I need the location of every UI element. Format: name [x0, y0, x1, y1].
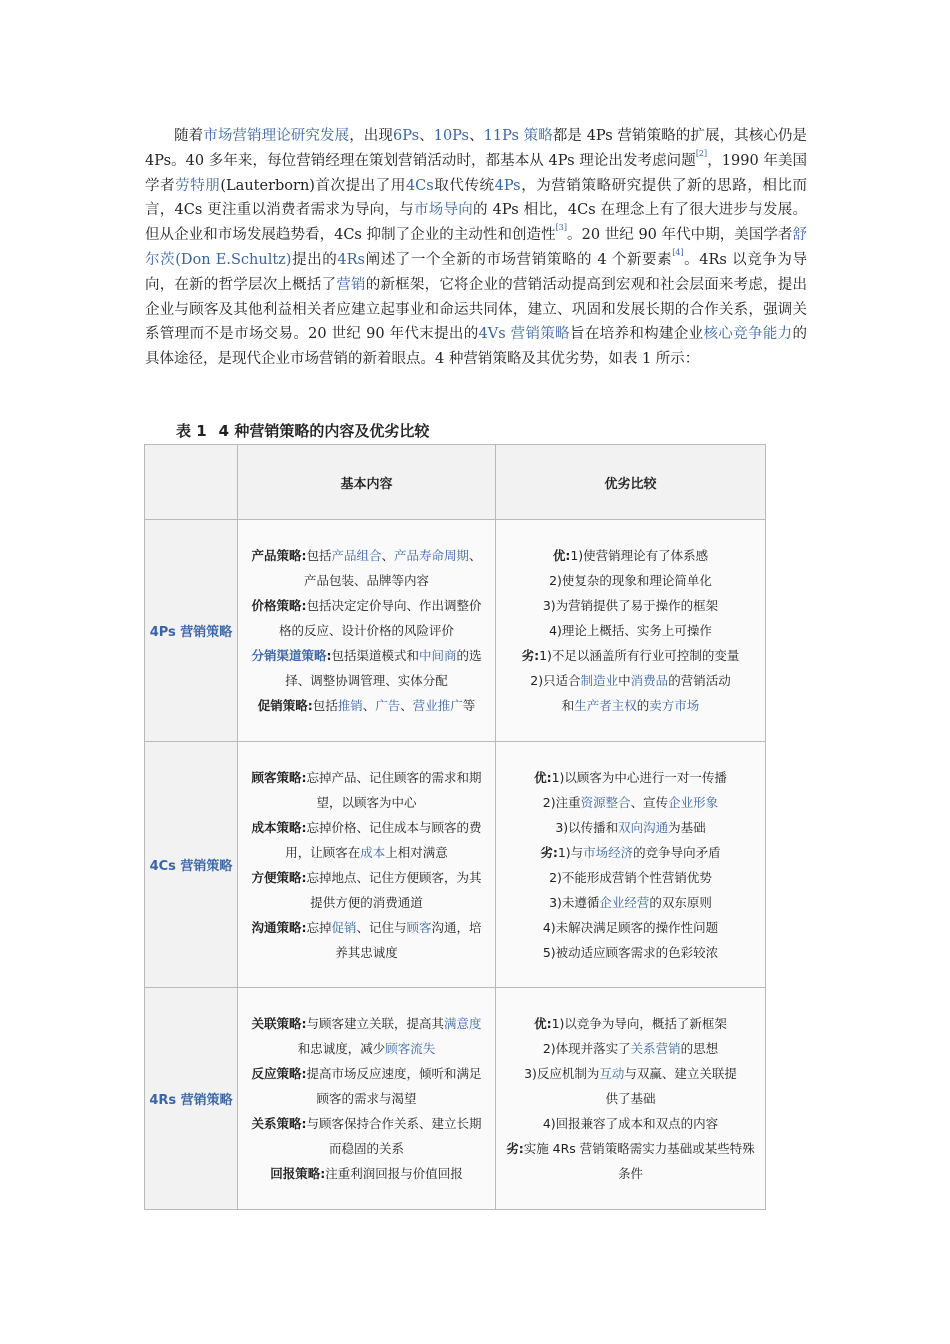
strategy-key: 方便策略:: [251, 869, 307, 885]
link-advertising[interactable]: 广告: [375, 698, 401, 713]
text: 包括决定定价导向、作出调整价: [306, 598, 482, 613]
text: 1)以顾客为中心进行一对一传播: [551, 769, 727, 785]
reference-3[interactable]: [3]: [555, 223, 567, 233]
text: 和: [561, 698, 575, 713]
compare-line: 2)不能形成营销个性营销优势: [549, 869, 712, 885]
text: 包括: [312, 698, 338, 713]
link-4cs[interactable]: 4Cs: [405, 177, 434, 194]
row-title-4cs[interactable]: [145, 742, 238, 988]
link-marketing[interactable]: 营销: [336, 276, 366, 293]
row-content-cell: [238, 742, 496, 988]
content-line: [242, 593, 491, 618]
text: 的新框架，它将企业的营销活动提高到宏观和社会层面来考虑，提出企业与顾客及其他利益相关者应建立起事业和命运共同体，建立、巩固和发展长期的合作关系，强调关系管理而不是市场交易。20 世纪 90 年代末提出的: [145, 276, 808, 343]
compare-line: [500, 668, 761, 693]
text: 等: [462, 698, 476, 713]
strategy-key: 沟通策略:: [251, 919, 307, 935]
text: 的营销活动: [668, 673, 731, 688]
link-product-lifecycle[interactable]: 产品寿命周期: [394, 548, 470, 563]
header-corner: [145, 445, 238, 520]
table-row: [145, 742, 766, 988]
compare-line: [500, 815, 761, 840]
pros-key: 优:: [534, 1016, 552, 1031]
reference-2[interactable]: [2]: [695, 148, 708, 158]
pros-key: 优:: [534, 769, 552, 785]
text: 的思想: [680, 1041, 719, 1056]
table-header-row: [145, 445, 766, 520]
text: 忘掉产品、记住顾客的需求和期: [306, 769, 482, 785]
text: 沟通，培: [431, 919, 482, 935]
caption-title: 4 种营销策略的内容及优劣比较: [218, 422, 430, 440]
strategy-key: 关系策略:: [251, 1116, 307, 1131]
text: 包括: [306, 548, 332, 563]
content-line: 而稳固的关系: [328, 1141, 404, 1156]
link-6ps[interactable]: 6Ps: [392, 128, 420, 144]
header-content: 基本内容: [238, 445, 496, 520]
text: 、: [381, 548, 394, 563]
text: 。20 世纪 90 年代中期，美国学者: [567, 227, 793, 244]
link-middleman[interactable]: 中间商: [419, 648, 457, 663]
compare-line: 4)未解决满足顾客的操作性问题: [542, 919, 719, 935]
row-compare-cell: [496, 742, 766, 988]
text: 的具体途径，是现代企业市场营销的新着眼点。4 种营销策略及其优劣势，如表 1 所示：: [145, 326, 808, 368]
link-relationship-marketing[interactable]: 关系营销: [630, 1041, 681, 1056]
text: 的: [636, 698, 650, 713]
text: 、: [468, 128, 484, 144]
text: 提高市场反应速度，倾听和满足: [306, 1066, 482, 1081]
text: 都是 4Ps 营销策略的扩展，其核心仍是 4Ps。40 多年来，每位营销经理在策划营销活动时，都基本从 4Ps 理论出发考虑问题: [145, 128, 808, 169]
caption-label: 表 1: [176, 422, 207, 440]
content-line: [242, 1161, 491, 1186]
compare-line: 5)被动适应顾客需求的色彩较浓: [542, 944, 719, 960]
link-customer-churn[interactable]: 顾客流失: [385, 1041, 436, 1056]
strategy-key: 顾客策略:: [251, 769, 307, 785]
compare-line: [500, 1011, 761, 1036]
link-cost[interactable]: 成本: [360, 844, 386, 860]
link-schultz-en[interactable]: (Don E.Schultz): [175, 251, 292, 268]
cons-key: 劣:: [521, 648, 540, 663]
compare-line: 供了基础: [605, 1091, 656, 1106]
link-two-way-communication[interactable]: 双向沟通: [618, 819, 669, 835]
content-line: [242, 543, 491, 568]
link-distribution-strategy[interactable]: 分销渠道策略: [251, 648, 327, 663]
link-producer-sovereignty[interactable]: 生产者主权: [574, 698, 637, 713]
text: 实施 4Rs 营销策略需实力基础或某些特殊: [523, 1141, 755, 1156]
content-line: [242, 815, 491, 840]
link-promotion[interactable]: 促销: [331, 919, 357, 935]
comparison-table: [144, 444, 766, 1210]
text: ，1990 年美国学者: [145, 152, 808, 194]
link-4vs[interactable]: 4Vs 营销策略: [478, 326, 570, 343]
text: 包括渠道模式和: [331, 648, 419, 663]
text: 旨在培养和构建企业: [570, 326, 704, 343]
text: 、: [469, 548, 482, 563]
row-content-cell: [238, 988, 496, 1210]
text: 忘掉地点、记住方便顾客，为其: [306, 869, 482, 885]
text: 与顾客建立关联，提高其: [306, 1016, 444, 1031]
text: 忘掉: [306, 919, 332, 935]
link-lauterborn[interactable]: 劳特朋: [175, 177, 221, 194]
compare-line: [500, 543, 761, 568]
content-line: [242, 915, 491, 940]
header-compare: 优劣比较: [496, 445, 766, 520]
text: 。4Rs 以竞争为导向，在新的哲学层次上概括了: [145, 251, 808, 293]
text: 3)未遵循: [549, 894, 600, 910]
row-compare-cell: [496, 520, 766, 742]
text: 、: [419, 128, 434, 144]
text: 1)以竞争为导向，概括了新框架: [551, 1016, 727, 1031]
link-11ps[interactable]: 11Ps 策略: [483, 128, 553, 144]
content-line: [242, 865, 491, 890]
compare-line: [500, 1036, 761, 1061]
strategy-key: 价格策略:: [251, 598, 307, 613]
strategy-key: 回报策略:: [270, 1166, 326, 1181]
text: 1)使营销理论有了体系感: [570, 548, 709, 563]
compare-line: [500, 693, 761, 718]
text: :: [326, 648, 332, 663]
link-customer[interactable]: 顾客: [406, 919, 432, 935]
link-marketing-theory[interactable]: 市场营销理论研究发展: [203, 128, 350, 144]
link-selling[interactable]: 推销: [337, 698, 363, 713]
link-resource-integration[interactable]: 资源整合: [580, 794, 631, 810]
link-consumer-goods[interactable]: 消费品: [630, 673, 669, 688]
strategy-key: 促销策略:: [257, 698, 313, 713]
text: 的竞争导向矛盾: [633, 844, 721, 860]
content-line: 顾客的需求与渴望: [316, 1091, 417, 1106]
text: 、: [400, 698, 413, 713]
text: ，为营销策略研究提供了新的思路，相比而言，4Cs 更注重以消费者需求为导向，与: [145, 177, 808, 219]
strategy-key: 反应策略:: [251, 1066, 307, 1081]
table-row: [145, 520, 766, 742]
content-line: [242, 765, 491, 790]
text: 2)体现并落实了: [542, 1041, 631, 1056]
text: 随着: [174, 128, 204, 144]
content-line: 提供方便的消费通道: [310, 894, 423, 910]
text: 中: [618, 673, 631, 688]
text: 的 4Ps 相比，4Cs 在理念上有了很大进步与发展。但从企业和市场发展趋势看，4Cs 抑制了企业的主动性和创造性: [145, 202, 808, 244]
row-title-4rs[interactable]: [145, 988, 238, 1210]
compare-line: 4)理论上概括、实务上可操作: [549, 623, 712, 638]
text: 、: [362, 698, 376, 713]
content-line: 格的反应、设计价格的风险评价: [278, 623, 454, 638]
text: 3)以传播和: [555, 819, 619, 835]
link-manufacturing[interactable]: 制造业: [580, 673, 619, 688]
link-product-mix[interactable]: 产品组合: [331, 548, 382, 563]
link-business-operation[interactable]: 企业经营: [599, 894, 650, 910]
link-schultz[interactable]: 舒尔茨: [145, 227, 807, 268]
compare-line: 2)使复杂的现象和理论简单化: [549, 573, 712, 588]
link-sellers-market[interactable]: 卖方市场: [649, 698, 700, 713]
row-title-text[interactable]: 4Cs 营销策略: [149, 859, 233, 874]
cons-key: 劣:: [506, 1141, 524, 1156]
intro-paragraph: [145, 124, 807, 372]
text: 忘掉价格、记住成本与顾客的费: [306, 819, 482, 835]
compare-line: 4)回报兼容了成本和双点的内容: [542, 1116, 719, 1131]
content-line: 养其忠诚度: [335, 944, 398, 960]
compare-line: [500, 840, 761, 865]
content-line: [242, 1036, 491, 1061]
compare-line: [500, 1061, 761, 1086]
row-title-text[interactable]: 4Ps 营销策略: [149, 625, 233, 640]
link-4ps[interactable]: 4Ps: [494, 177, 521, 194]
row-title-4ps[interactable]: [145, 520, 238, 742]
compare-line: 条件: [617, 1166, 643, 1181]
compare-line: [500, 643, 761, 668]
compare-line: [500, 890, 761, 915]
compare-line: [500, 1136, 761, 1161]
text: 、宣传: [630, 794, 669, 810]
text: 2)注重: [542, 794, 581, 810]
content-line: [242, 1061, 491, 1086]
text: 的双东原则: [649, 894, 712, 910]
link-interaction[interactable]: 互动: [599, 1066, 625, 1081]
text: 阐述了一个全新的市场营销策略的 4 个新要素: [365, 251, 673, 268]
text: 与顾客保持合作关系、建立长期: [306, 1116, 482, 1131]
text: 与双赢、建立关联提: [624, 1066, 737, 1081]
text: (Lauterborn)首次提出了用: [220, 177, 406, 194]
text: 、记住与: [356, 919, 407, 935]
text: 2)只适合: [530, 673, 581, 688]
text: 1)与: [557, 844, 584, 860]
text: 提出的: [291, 251, 338, 268]
strategy-key: 产品策略:: [251, 548, 307, 563]
row-title-text[interactable]: 4Rs 营销策略: [149, 1093, 233, 1108]
text: 1)不足以涵盖所有行业可控制的变量: [539, 648, 740, 663]
text: 上相对满意: [385, 844, 448, 860]
content-line: [242, 1111, 491, 1136]
text: 和忠诚度，减少: [297, 1041, 386, 1056]
compare-line: [500, 765, 761, 790]
content-line: 择、调整协调管理、实体分配: [285, 673, 448, 688]
reference-4[interactable]: [4]: [672, 247, 684, 257]
content-line: [242, 643, 491, 668]
strategy-key: 关联策略:: [251, 1016, 307, 1031]
link-sales-promotion[interactable]: 营业推广: [412, 698, 463, 713]
text: 用，让顾客在: [285, 844, 361, 860]
text: 3)反应机制为: [524, 1066, 600, 1081]
content-line: [242, 693, 491, 718]
table-row: [145, 988, 766, 1210]
text: 为基础: [668, 819, 706, 835]
text: 注重利润回报与价值回报: [325, 1166, 463, 1181]
compare-line: 3)为营销提供了易于操作的框架: [542, 598, 719, 613]
link-4rs[interactable]: 4Rs: [337, 251, 365, 268]
row-compare-cell: [496, 988, 766, 1210]
link-satisfaction[interactable]: 满意度: [444, 1016, 482, 1031]
table-caption: [176, 420, 429, 441]
content-line: 产品包装、品牌等内容: [303, 573, 429, 588]
content-line: [242, 840, 491, 865]
row-content-cell: [238, 520, 496, 742]
content-line: [242, 1011, 491, 1036]
strategy-key: 成本策略:: [251, 819, 307, 835]
text: 取代传统: [433, 177, 495, 194]
link-market-orientation[interactable]: 市场导向: [413, 202, 474, 219]
link-corporate-image[interactable]: 企业形象: [668, 794, 719, 810]
pros-key: 优:: [552, 548, 571, 563]
link-core-competence[interactable]: 核心竞争能力: [703, 326, 793, 343]
text: 的选: [456, 648, 482, 663]
link-10ps[interactable]: 10Ps: [433, 128, 469, 144]
text: ，出现: [349, 128, 393, 144]
content-line: 望，以顾客为中心: [316, 794, 417, 810]
cons-key: 劣:: [540, 844, 558, 860]
link-market-economy[interactable]: 市场经济: [583, 844, 634, 860]
compare-line: [500, 790, 761, 815]
